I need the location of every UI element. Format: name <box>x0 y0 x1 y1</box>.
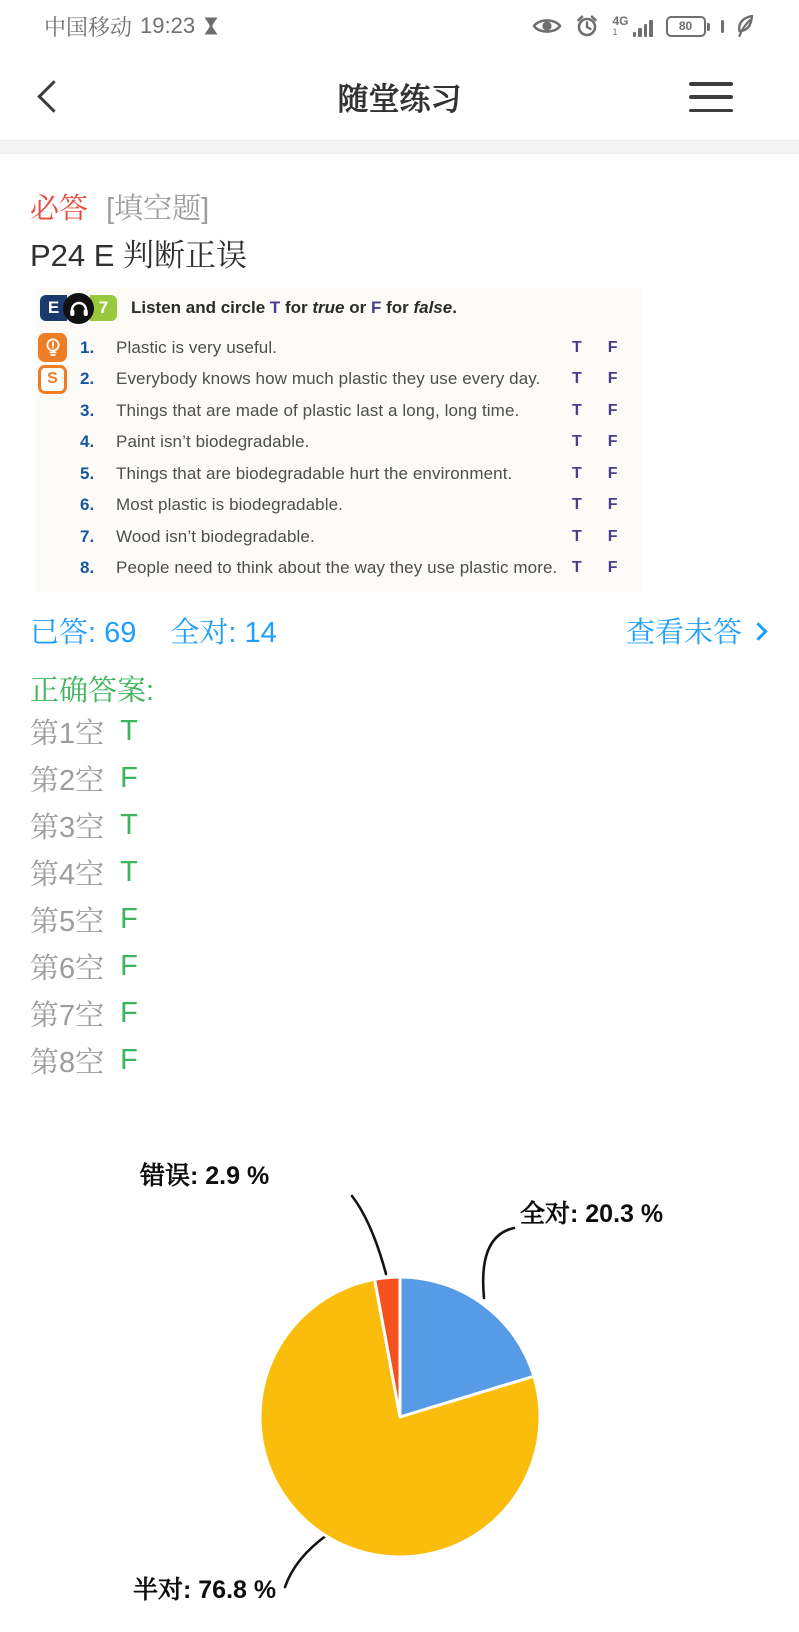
power-save-leaf-icon <box>737 15 755 37</box>
answer-row: 第6空 F <box>30 950 138 985</box>
answered-count: 已答: 69 <box>30 617 137 649</box>
pie-label-half-correct: 半对: 76.8 % <box>133 1576 277 1604</box>
answer-row: 第7空 F <box>30 997 138 1032</box>
section-letter-badge: E <box>40 295 67 321</box>
question-row: S 2. Everybody knows how much plastic they use every day. T F <box>36 364 642 396</box>
page-title: 随堂练习 <box>337 82 462 117</box>
stats-row <box>30 610 765 651</box>
question-meta <box>30 186 209 227</box>
all-correct-count: 全对: 14 <box>170 617 277 649</box>
exercise-instruction: Listen and circle T for true or F for false. <box>131 298 457 317</box>
leader-line-half-correct <box>285 1535 327 1587</box>
question-row: 4. Paint isn’t biodegradable. T F <box>80 432 618 452</box>
pie-label-all-correct: 全对: 20.3 % <box>520 1200 664 1228</box>
option-false: F <box>607 496 618 514</box>
answer-row: 第8空 F <box>30 1044 138 1079</box>
answer-row: 第2空 F <box>30 762 138 797</box>
option-false: F <box>607 338 618 356</box>
answer-row: 第1空 T <box>30 715 138 750</box>
charge-bar-icon <box>721 20 725 33</box>
correct-answers-list <box>30 708 138 1084</box>
chevron-right-icon <box>749 622 767 640</box>
option-false: F <box>607 370 618 388</box>
correct-answers-heading: 正确答案: <box>30 675 155 707</box>
option-true: T <box>572 401 582 419</box>
option-false: F <box>607 401 618 419</box>
answer-row: 第4空 T <box>30 856 138 891</box>
leader-line-all-correct <box>483 1228 514 1298</box>
alarm-icon <box>575 14 599 38</box>
signal-icon: 4G 1 <box>612 15 652 37</box>
exercise-image <box>36 288 642 592</box>
battery-icon <box>666 16 706 37</box>
answer-row: 第3空 T <box>30 809 138 844</box>
option-false: F <box>607 464 618 482</box>
status-bar <box>0 0 799 48</box>
question-type-label: [填空题] <box>106 193 210 225</box>
eye-icon <box>532 16 562 36</box>
clock-label: 19:23 <box>140 13 196 38</box>
leader-line-wrong <box>352 1196 386 1274</box>
question-title: P24 E 判断正误 <box>30 238 248 273</box>
lightbulb-icon <box>38 333 67 362</box>
results-pie-chart <box>0 1140 799 1632</box>
headphones-icon <box>63 293 94 324</box>
worksheet-icon: S <box>38 365 67 394</box>
hourglass-icon <box>203 16 219 36</box>
option-true: T <box>572 559 582 577</box>
question-row: 8. People need to think about the way they use plastic more. T F <box>80 558 618 578</box>
required-badge: 必答 <box>30 193 89 225</box>
option-true: T <box>572 496 582 514</box>
carrier-label: 中国移动 <box>44 14 133 40</box>
option-true: T <box>572 433 582 451</box>
option-true: T <box>572 527 582 545</box>
question-row: 7. Wood isn’t biodegradable. T F <box>80 526 618 546</box>
question-row: 3. Things that are made of plastic last a long, long time. T F <box>80 400 618 420</box>
option-false: F <box>607 527 618 545</box>
view-unanswered-link[interactable]: 查看未答 <box>626 610 765 651</box>
option-true: T <box>572 338 582 356</box>
option-true: T <box>572 370 582 388</box>
battery-percent: 80 <box>678 19 693 33</box>
option-true: T <box>572 464 582 482</box>
navigation-header <box>0 48 799 140</box>
option-false: F <box>607 433 618 451</box>
pie-chart-svg <box>0 1140 799 1632</box>
exercise-badge <box>40 293 117 324</box>
question-row: 5. Things that are biodegradable hurt the environment. T F <box>80 463 618 483</box>
menu-button[interactable] <box>689 82 733 112</box>
answer-row: 第5空 F <box>30 903 138 938</box>
question-row: 1. Plastic is very useful. T F <box>36 332 642 364</box>
pie-label-wrong: 错误: 2.9 % <box>140 1162 270 1190</box>
question-row: 6. Most plastic is biodegradable. T F <box>80 495 618 515</box>
track-number-badge: 7 <box>90 295 117 321</box>
option-false: F <box>607 559 618 577</box>
question-list <box>36 332 642 584</box>
header-divider <box>0 140 799 154</box>
